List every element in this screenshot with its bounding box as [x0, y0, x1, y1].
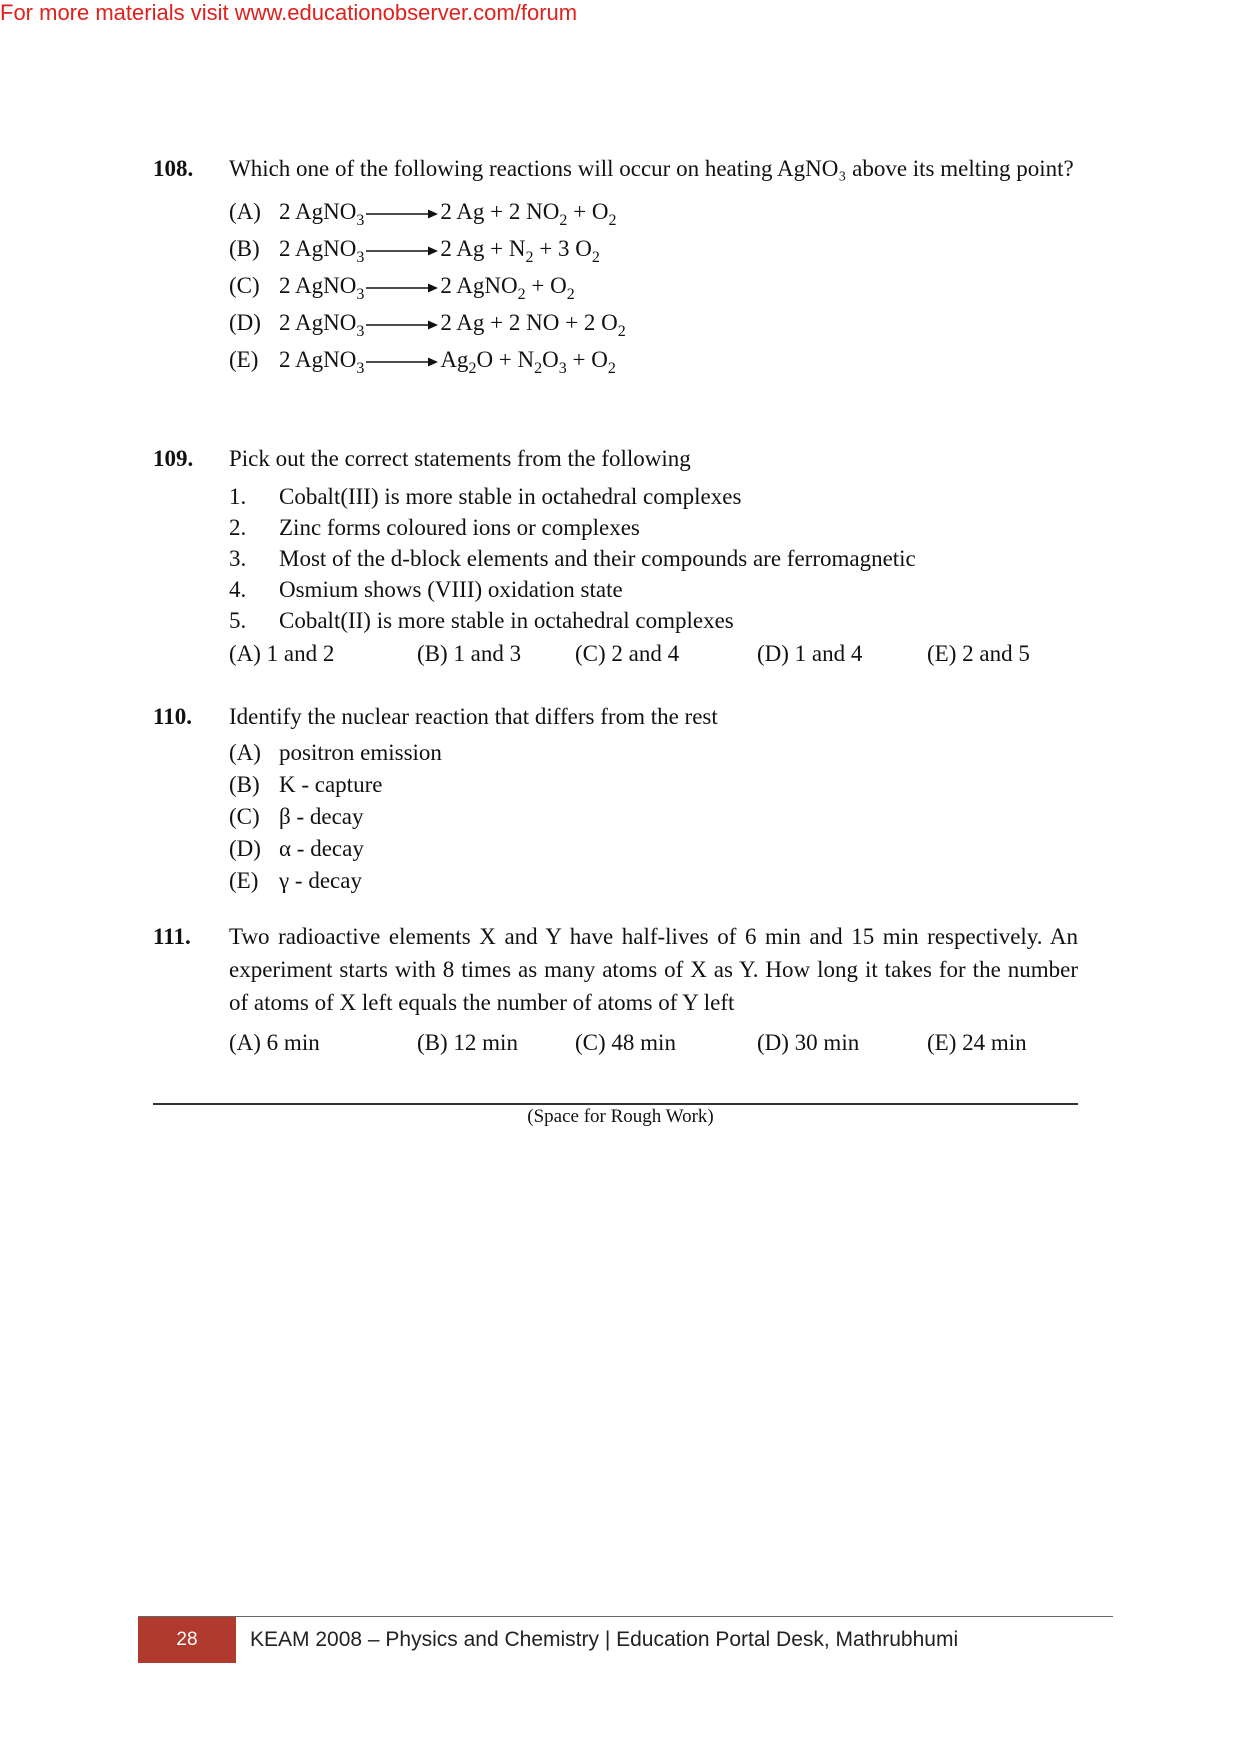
header-link[interactable]: For more materials visit www.educationobserver.com/forum — [0, 0, 578, 25]
option-item — [229, 737, 1078, 769]
answer-choices — [229, 636, 1078, 672]
question-stem: Two radioactive elements X and Y have half-lives of 6 min and 15 min respectively. An experiment starts with 8 times as many atoms of X as Y. How long it takes for the number of atoms of X left equals the number of atoms of Y left — [229, 924, 1078, 1015]
option-label: (D) — [229, 310, 261, 335]
reaction-option — [229, 193, 1078, 230]
statement-text: Cobalt(II) is more stable in octahedral complexes — [279, 608, 734, 633]
statement-number: 2. — [229, 515, 247, 540]
statement-number: 1. — [229, 484, 247, 509]
option-label: (C) — [229, 273, 260, 298]
option-text: β - decay — [279, 804, 364, 829]
question-number: 108. — [153, 156, 194, 181]
question-number: 109. — [153, 446, 194, 471]
statement-text: Cobalt(III) is more stable in octahedral complexes — [279, 484, 742, 509]
product: 2 Ag + 2 NO + 2 $O_2$ — [440, 310, 626, 340]
statement-number: 4. — [229, 577, 247, 602]
answer-choice: (B) 12 min — [417, 1030, 518, 1055]
product: 2 $Ag + N_2 + 3$ $O_2$ — [440, 236, 600, 266]
reaction-arrow-icon — [366, 304, 438, 341]
option-item — [229, 865, 1078, 897]
answer-choice: (E) 2 and 5 — [927, 641, 1030, 666]
answer-choice: (D) 1 and 4 — [757, 641, 863, 666]
option-list — [229, 737, 1078, 897]
option-text: positron emission — [279, 740, 442, 765]
reaction-arrow-icon — [366, 341, 438, 378]
option-label: (A) — [229, 199, 261, 224]
question-stem: Which one of the following reactions will occur on heating AgNO₃ above its melting point? — [229, 156, 1074, 181]
statement-item — [229, 574, 1078, 605]
question-stem: Identify the nuclear reaction that differs from the rest — [229, 704, 718, 729]
product: $Ag_2O + N_2O_3 + O_2$ — [440, 347, 616, 377]
answer-choice: (E) 24 min — [927, 1030, 1027, 1055]
answer-choice: (D) 30 min — [757, 1030, 860, 1055]
question-stem: Pick out the correct statements from the following — [229, 446, 691, 471]
reactant: 2 AgNO$_3$ — [279, 310, 365, 340]
answer-choice: (B) 1 and 3 — [417, 641, 522, 666]
answer-choice: (A) 6 min — [229, 1030, 320, 1055]
reactant: 2 AgNO$_3$ — [279, 199, 365, 229]
page-number: 28 — [138, 1617, 236, 1663]
option-text: γ - decay — [279, 868, 362, 893]
statement-item — [229, 481, 1078, 512]
reactant: 2 AgNO$_3$ — [279, 347, 365, 377]
option-label: (A) — [229, 740, 261, 765]
statement-text: Osmium shows (VIII) oxidation state — [279, 577, 623, 602]
statement-item — [229, 512, 1078, 543]
option-label: (D) — [229, 836, 261, 861]
footer-text: KEAM 2008 – Physics and Chemistry | Education Portal Desk, Mathrubhumi — [250, 1628, 959, 1651]
option-label: (E) — [229, 347, 259, 372]
product: 2 AgNO$_2$ + $O_2$ — [440, 273, 575, 303]
reaction-options — [229, 193, 1078, 378]
question-108 — [153, 152, 1078, 378]
option-text: K - capture — [279, 772, 383, 797]
reaction-arrow-icon — [366, 230, 438, 267]
option-item — [229, 769, 1078, 801]
question-109 — [153, 442, 1078, 672]
statement-text: Zinc forms coloured ions or complexes — [279, 515, 640, 540]
rough-work-label: (Space for Rough Work) — [527, 1106, 714, 1127]
statement-number: 5. — [229, 608, 247, 633]
reaction-option — [229, 267, 1078, 304]
reactant: 2 AgNO$_3$ — [279, 273, 365, 303]
option-label: (B) — [229, 772, 260, 797]
question-number: 111. — [153, 924, 191, 949]
answer-choice: (A) 1 and 2 — [229, 641, 335, 666]
question-111 — [153, 920, 1078, 1061]
reaction-option — [229, 304, 1078, 341]
option-item — [229, 801, 1078, 833]
option-text: α - decay — [279, 836, 364, 861]
option-label: (B) — [229, 236, 260, 261]
statement-item — [229, 543, 1078, 574]
reaction-option — [229, 341, 1078, 378]
reaction-option — [229, 230, 1078, 267]
statement-number: 3. — [229, 546, 247, 571]
reaction-arrow-icon — [366, 267, 438, 304]
option-label: (C) — [229, 804, 260, 829]
answer-choice: (C) 48 min — [575, 1030, 676, 1055]
statement-text: Most of the d-block elements and their compounds are ferromagnetic — [279, 546, 916, 571]
answer-choices — [229, 1025, 1078, 1061]
reaction-arrow-icon — [366, 193, 438, 230]
question-number: 110. — [153, 704, 192, 729]
statement-list — [229, 481, 1078, 636]
answer-choice: (C) 2 and 4 — [575, 641, 680, 666]
statement-item — [229, 605, 1078, 636]
reactant: 2 AgNO$_3$ — [279, 236, 365, 266]
option-label: (E) — [229, 868, 259, 893]
product: 2 Ag + 2 $NO_2 + O_2$ — [440, 199, 617, 229]
question-110 — [153, 700, 1078, 897]
divider — [153, 1103, 1078, 1105]
option-item — [229, 833, 1078, 865]
